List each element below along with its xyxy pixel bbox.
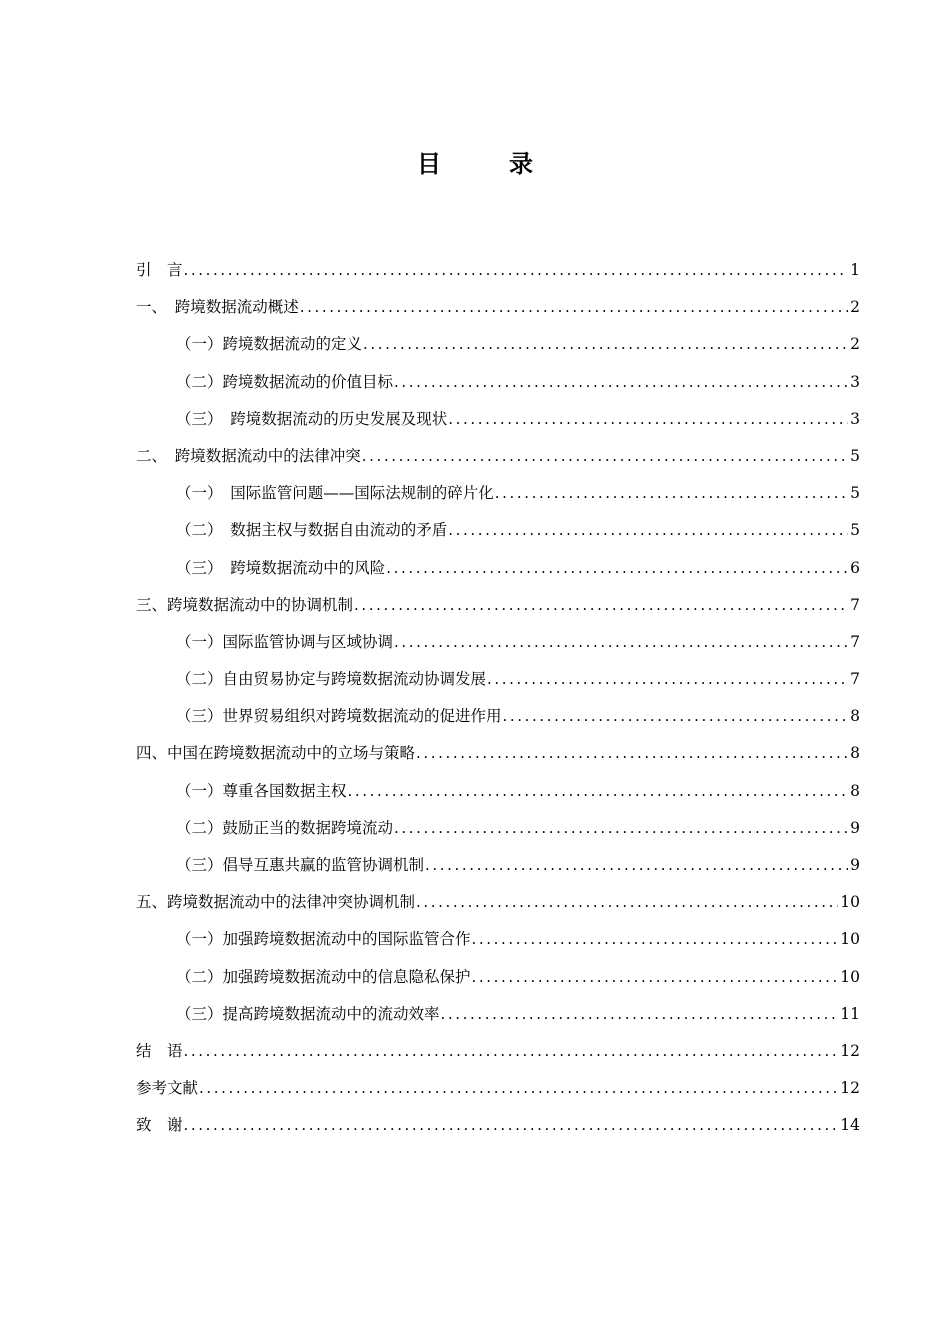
- toc-entry[interactable]: [136, 1033, 860, 1070]
- toc-entry-page-number: 11: [840, 1004, 860, 1023]
- toc-entry-page-number: 3: [850, 409, 860, 428]
- toc-entry-page-number: 5: [850, 521, 860, 540]
- toc-title: 目 录: [417, 149, 555, 178]
- toc-entry[interactable]: [136, 326, 860, 363]
- dot-leader: [362, 438, 848, 475]
- toc-entry[interactable]: [136, 884, 860, 921]
- toc-entry-label: （一）加强跨境数据流动中的国际监管合作: [176, 930, 471, 949]
- toc-entry[interactable]: [136, 364, 860, 401]
- toc-entry-page-number: 2: [850, 335, 860, 354]
- toc-entry[interactable]: [136, 773, 860, 810]
- toc-entry-page-number: 9: [850, 856, 860, 874]
- toc-entry-page-number: 12: [840, 1079, 860, 1098]
- toc-entry-label: 四、中国在跨境数据流动中的立场与策略: [136, 744, 416, 763]
- dot-leader: [495, 475, 848, 512]
- toc-entry-label: 参考文献: [136, 1079, 199, 1098]
- toc-list: [136, 252, 860, 1145]
- toc-entry-page-number: 12: [840, 1041, 860, 1060]
- dot-leader: [448, 401, 848, 438]
- toc-entry-page-number: 14: [840, 1116, 860, 1135]
- toc-entry[interactable]: [136, 624, 860, 661]
- dot-leader: [300, 289, 848, 326]
- toc-entry[interactable]: [136, 438, 860, 475]
- toc-entry-page-number: 10: [840, 930, 860, 949]
- dot-leader: [394, 624, 848, 661]
- dot-leader: [394, 364, 848, 401]
- toc-entry-page-number: 1: [850, 261, 860, 279]
- toc-entry-label: （三） 跨境数据流动中的风险: [176, 558, 386, 577]
- dot-leader: [184, 1033, 839, 1070]
- toc-entry-page-number: 5: [850, 484, 860, 503]
- toc-entry-label: （三） 跨境数据流动的历史发展及现状: [176, 409, 448, 428]
- dot-leader: [363, 326, 848, 363]
- toc-entry[interactable]: [136, 996, 860, 1033]
- toc-entry-page-number: 7: [850, 595, 860, 614]
- toc-entry-page-number: 8: [850, 707, 860, 726]
- toc-entry[interactable]: [136, 698, 860, 735]
- toc-entry-page-number: 8: [850, 744, 860, 763]
- toc-entry[interactable]: [136, 735, 860, 772]
- dot-leader: [487, 661, 848, 698]
- toc-entry-page-number: 2: [850, 298, 860, 317]
- toc-entry[interactable]: [136, 1070, 860, 1107]
- toc-entry-label: 结 语: [136, 1041, 183, 1060]
- toc-entry-label: （一）跨境数据流动的定义: [176, 335, 363, 354]
- dot-leader: [354, 587, 848, 624]
- dot-leader: [348, 773, 849, 810]
- toc-entry[interactable]: [136, 475, 860, 512]
- dot-leader: [503, 698, 849, 735]
- toc-entry[interactable]: [136, 810, 860, 847]
- dot-leader: [472, 921, 839, 958]
- toc-entry[interactable]: [136, 252, 860, 289]
- toc-entry-label: （三）世界贸易组织对跨境数据流动的促进作用: [176, 707, 502, 726]
- toc-entry-label: （一） 国际监管问题——国际法规制的碎片化: [176, 484, 494, 503]
- toc-entry-label: （三）提高跨境数据流动中的流动效率: [176, 1004, 440, 1023]
- toc-entry-page-number: 3: [850, 372, 860, 391]
- toc-entry[interactable]: [136, 512, 860, 549]
- dot-leader: [416, 735, 848, 772]
- toc-entry-page-number: 6: [850, 558, 860, 577]
- toc-entry-page-number: 10: [840, 893, 860, 912]
- dot-leader: [472, 959, 839, 996]
- toc-entry[interactable]: [136, 847, 860, 884]
- toc-entry-page-number: 7: [850, 670, 860, 689]
- toc-entry-label: 引 言: [136, 261, 183, 279]
- toc-entry[interactable]: [136, 289, 860, 326]
- toc-entry-label: 三、跨境数据流动中的协调机制: [136, 595, 354, 614]
- dot-leader: [394, 810, 848, 847]
- dot-leader: [184, 1107, 839, 1144]
- toc-entry-page-number: 5: [850, 446, 860, 465]
- toc-entry-label: 一、 跨境数据流动概述: [136, 298, 299, 317]
- toc-entry[interactable]: [136, 550, 860, 587]
- toc-entry[interactable]: [136, 959, 860, 996]
- toc-entry-label: （三）倡导互惠共赢的监管协调机制: [176, 856, 425, 874]
- toc-entry-label: （一）国际监管协调与区域协调: [176, 632, 394, 651]
- toc-entry-label: （二）自由贸易协定与跨境数据流动协调发展: [176, 670, 487, 689]
- toc-entry[interactable]: [136, 1107, 860, 1144]
- toc-entry-page-number: 10: [840, 967, 860, 986]
- dot-leader: [199, 1070, 838, 1107]
- toc-entry[interactable]: [136, 921, 860, 958]
- dot-leader: [448, 512, 848, 549]
- toc-entry-label: （二）鼓励正当的数据跨境流动: [176, 818, 394, 837]
- dot-leader: [441, 996, 839, 1033]
- toc-entry-label: （二）跨境数据流动的价值目标: [176, 372, 394, 391]
- toc-entry-page-number: 9: [850, 818, 860, 837]
- dot-leader: [425, 847, 848, 884]
- dot-leader: [184, 252, 849, 289]
- toc-entry-page-number: 7: [850, 632, 860, 651]
- toc-entry-label: （一）尊重各国数据主权: [176, 781, 347, 800]
- toc-entry-label: （二）加强跨境数据流动中的信息隐私保护: [176, 967, 471, 986]
- toc-entry[interactable]: [136, 401, 860, 438]
- dot-leader: [416, 884, 838, 921]
- toc-entry[interactable]: [136, 587, 860, 624]
- toc-entry-page-number: 8: [850, 781, 860, 800]
- toc-entry-label: （二） 数据主权与数据自由流动的矛盾: [176, 521, 448, 540]
- toc-entry-label: 致 谢: [136, 1116, 183, 1135]
- toc-entry[interactable]: [136, 661, 860, 698]
- dot-leader: [386, 550, 848, 587]
- toc-entry-label: 二、 跨境数据流动中的法律冲突: [136, 446, 361, 465]
- toc-entry-label: 五、跨境数据流动中的法律冲突协调机制: [136, 893, 416, 912]
